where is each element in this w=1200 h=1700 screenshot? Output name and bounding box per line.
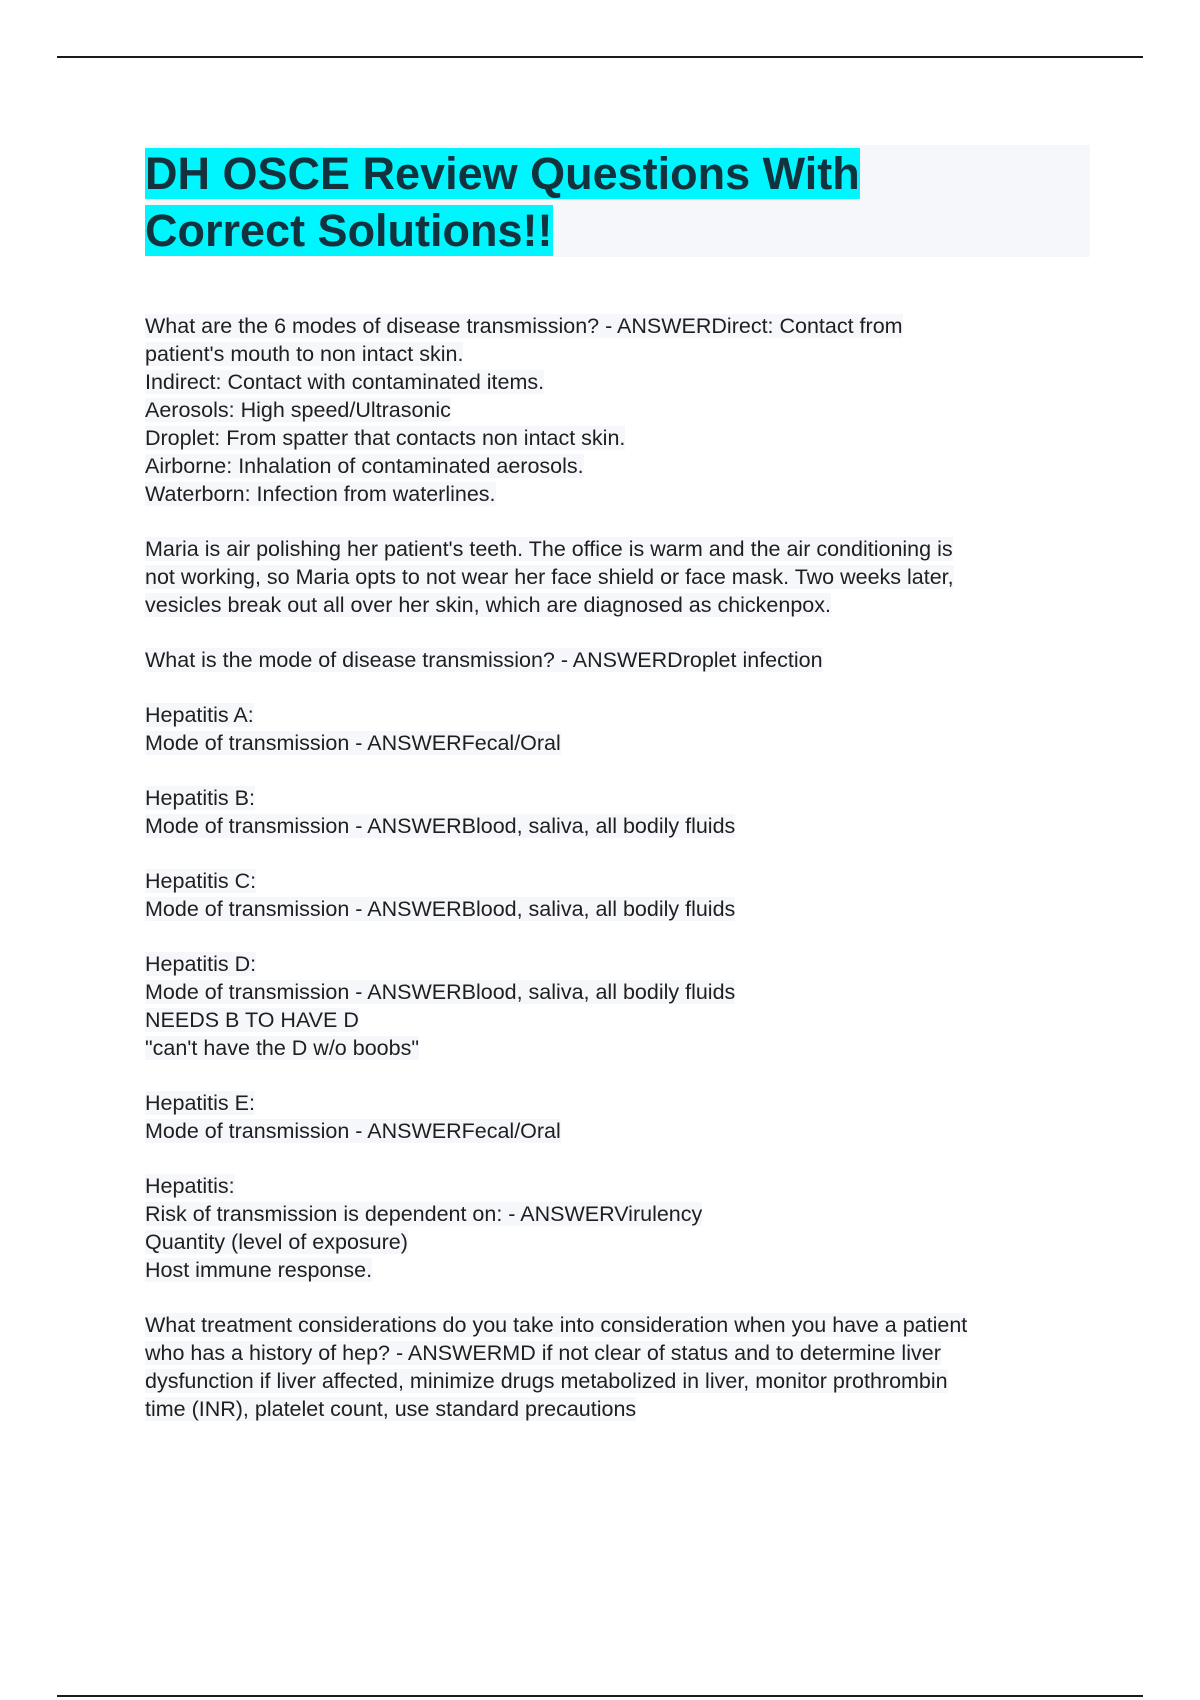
- bottom-rule: [57, 1695, 1143, 1697]
- text-line: Mode of transmission - ANSWERFecal/Oral: [145, 1119, 561, 1143]
- text-line: Aerosols: High speed/Ultrasonic: [145, 398, 451, 422]
- text-line: patient's mouth to non intact skin.: [145, 342, 464, 366]
- qa-paragraph: [145, 950, 1090, 1062]
- text-line: who has a history of hep? - ANSWERMD if not clear of status and to determine liver: [145, 1341, 941, 1365]
- text-line: What treatment considerations do you take into consideration when you have a patient: [145, 1313, 968, 1337]
- text-line: Maria is air polishing her patient's teeth. The office is warm and the air conditioning is: [145, 537, 953, 561]
- document-body: [145, 312, 1090, 1450]
- qa-paragraph: [145, 312, 1090, 508]
- text-line: Droplet: From spatter that contacts non intact skin.: [145, 426, 626, 450]
- text-line: Indirect: Contact with contaminated items.: [145, 370, 545, 394]
- text-line: Hepatitis C:: [145, 869, 257, 893]
- text-line: What are the 6 modes of disease transmission? - ANSWERDirect: Contact from: [145, 314, 903, 338]
- qa-paragraph: [145, 867, 1090, 923]
- text-line: not working, so Maria opts to not wear her face shield or face mask. Two weeks later,: [145, 565, 954, 589]
- qa-paragraph: [145, 646, 1090, 674]
- text-line: vesicles break out all over her skin, which are diagnosed as chickenpox.: [145, 593, 831, 617]
- text-line: Airborne: Inhalation of contaminated aerosols.: [145, 454, 584, 478]
- text-line: Waterborn: Infection from waterlines.: [145, 482, 496, 506]
- qa-paragraph: [145, 784, 1090, 840]
- text-line: time (INR), platelet count, use standard precautions: [145, 1397, 637, 1421]
- text-line: Quantity (level of exposure): [145, 1230, 408, 1254]
- qa-paragraph: [145, 1172, 1090, 1284]
- title-block: [145, 145, 1090, 257]
- title-line-2: Correct Solutions!!: [145, 205, 553, 256]
- text-line: What is the mode of disease transmission? - ANSWERDroplet infection: [145, 648, 823, 672]
- title-line-1: DH OSCE Review Questions With: [145, 148, 860, 199]
- text-line: Hepatitis B:: [145, 786, 255, 810]
- qa-paragraph: [145, 535, 1090, 619]
- text-line: Risk of transmission is dependent on: - ANSWERVirulency: [145, 1202, 703, 1226]
- qa-paragraph: [145, 1089, 1090, 1145]
- text-line: NEEDS B TO HAVE D: [145, 1008, 359, 1032]
- text-line: dysfunction if liver affected, minimize drugs metabolized in liver, monitor prothrombin: [145, 1369, 948, 1393]
- text-line: Host immune response.: [145, 1258, 373, 1282]
- text-line: "can't have the D w/o boobs": [145, 1036, 419, 1060]
- text-line: Mode of transmission - ANSWERFecal/Oral: [145, 731, 561, 755]
- text-line: Hepatitis E:: [145, 1091, 255, 1115]
- text-line: Mode of transmission - ANSWERBlood, saliva, all bodily fluids: [145, 814, 736, 838]
- text-line: Hepatitis A:: [145, 703, 254, 727]
- text-line: Hepatitis:: [145, 1174, 235, 1198]
- qa-paragraph: [145, 1311, 1090, 1423]
- qa-paragraph: [145, 701, 1090, 757]
- text-line: Hepatitis D:: [145, 952, 257, 976]
- text-line: Mode of transmission - ANSWERBlood, saliva, all bodily fluids: [145, 980, 736, 1004]
- text-line: Mode of transmission - ANSWERBlood, saliva, all bodily fluids: [145, 897, 736, 921]
- top-rule: [57, 56, 1143, 58]
- document-title: [145, 145, 1090, 259]
